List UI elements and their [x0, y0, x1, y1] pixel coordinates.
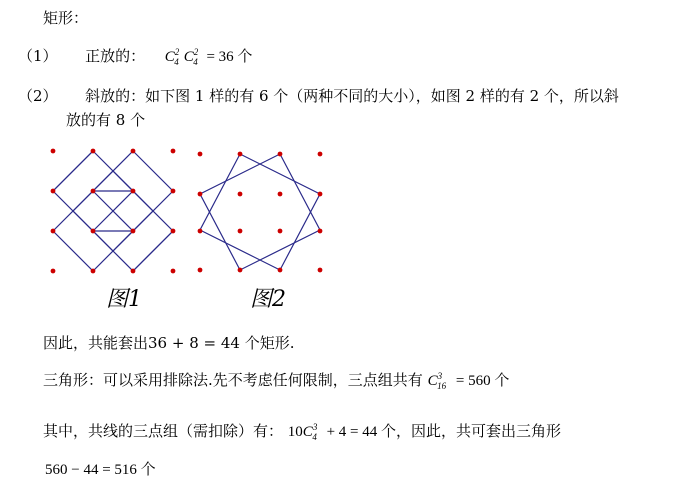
combination-c16: $C^3_{16}$ — [427, 371, 447, 391]
triangle-paragraph — [43, 370, 509, 391]
collinear-paragraph — [43, 421, 561, 442]
triangle-result: = 560 个 — [455, 373, 510, 389]
item-2-line2: 放的有 8 个 — [66, 111, 146, 129]
figure-2-label: 图2 — [250, 287, 286, 312]
collinear-coef: 10 — [287, 424, 303, 440]
figure-1 — [45, 143, 195, 283]
section-heading — [43, 8, 88, 28]
item-2-number: （2） — [18, 87, 58, 105]
combination-c4: $C^3_4$ — [302, 422, 318, 442]
figure-1-label: 图1 — [106, 287, 142, 312]
item-1-result: = 36 个 — [206, 49, 253, 65]
triangle-text: 三角形：可以采用排除法.先不考虑任何限制，三点组共有 — [43, 371, 423, 389]
final-result: 560 − 44 = 516 个 — [45, 462, 156, 478]
item-1-number: （1） — [18, 47, 58, 65]
figure-2-dots — [198, 152, 323, 273]
item-2-continued — [66, 110, 145, 130]
rect-total-text: 因此，共能套出36 + 8 = 44 个矩形. — [43, 334, 295, 352]
heading-text: 矩形： — [43, 9, 89, 27]
rect-total-paragraph — [43, 333, 294, 353]
figure-2-lines — [200, 154, 320, 270]
item-1 — [18, 46, 252, 67]
item-2-line1: 斜放的：如下图 1 样的有 6 个（两种不同的大小），如图 2 样的有 2 个，所以斜 — [85, 87, 619, 105]
final-paragraph — [45, 459, 156, 480]
figure-1-lines — [53, 151, 173, 271]
collinear-text: 其中，共线的三点组（需扣除）有： — [43, 422, 284, 440]
collinear-result: + 4 = 44 个，因此，共可套出三角形 — [326, 424, 562, 440]
item-2 — [18, 86, 619, 106]
figure-2 — [193, 143, 333, 283]
combination-c1: $C^2_4$ $C^2_4$ — [164, 47, 199, 67]
item-1-label: 正放的： — [85, 47, 146, 65]
